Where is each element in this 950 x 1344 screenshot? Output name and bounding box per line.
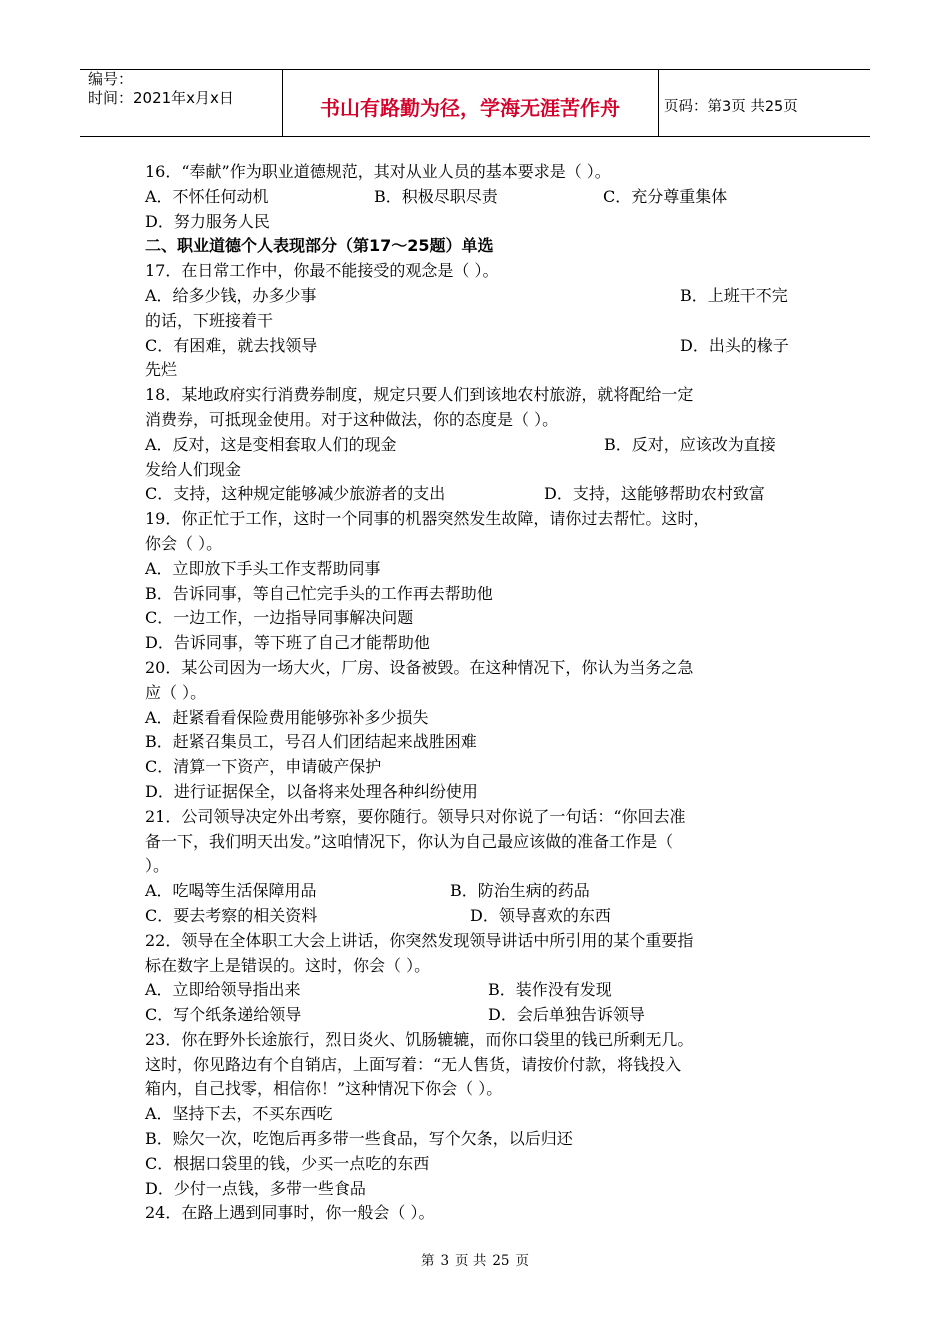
footer-page-number: 3: [440, 1253, 450, 1269]
option-d: D．少付一点钱，多带一些食品: [145, 1178, 366, 1198]
option-a: A．赶紧看看保险费用能够弥补多少损失: [145, 707, 429, 727]
question-18-options-row-2: [145, 482, 811, 507]
footer-suffix: 页: [515, 1253, 530, 1269]
option-b: B．装作没有发现: [488, 980, 612, 1000]
option-c: C．充分尊重集体: [603, 186, 728, 206]
option-a: A．立即放下手头工作支帮助同事: [145, 558, 381, 578]
option-c: C．一边工作，一边指导同事解决问题: [145, 608, 414, 628]
question-22-options-row-2: [145, 1003, 811, 1028]
option-a: A．坚持下去，不买东西吃: [145, 1104, 333, 1124]
option-d: D．进行证据保全，以备将来处理各种纠纷使用: [145, 781, 478, 801]
question-20-line-1: 20．某公司因为一场大火，厂房、设备被毁。在这种情况下，你认为当务之急: [145, 657, 694, 677]
question-21-line-3: ）。: [145, 856, 170, 876]
option-b-continued: 的话，下班接着干: [145, 310, 274, 330]
question-21-line-2: 备一下，我们明天出发。”这咱情况下，你认为自己最应该做的准备工作是（: [145, 831, 674, 851]
option-c: C．要去考察的相关资料: [145, 905, 318, 925]
question-19-line-2: 你会（ ）。: [145, 533, 223, 553]
option-b: B．反对，应该改为直接: [604, 434, 776, 454]
option-d: D．出头的椽子: [680, 335, 789, 355]
footer-prefix: 第: [420, 1253, 435, 1269]
option-d: D．支持，这能够帮助农村致富: [544, 484, 765, 504]
header-motto: 书山有路勤为径，学海无涯苦作舟: [320, 96, 620, 120]
question-18-line-1: 18．某地政府实行消费券制度，规定只要人们到该地农村旅游，就将配给一定: [145, 385, 694, 405]
option-d: D．努力服务人民: [145, 211, 270, 231]
option-c: C．支持，这种规定能够减少旅游者的支出: [145, 484, 446, 504]
option-d: D．告诉同事，等下班了自己才能帮助他: [145, 633, 430, 653]
option-a: A．不怀任何动机: [145, 186, 269, 206]
question-21-options-row: [145, 879, 811, 904]
question-17-options-row: [145, 284, 811, 309]
option-b: B．告诉同事，等自己忙完手头的工作再去帮助他: [145, 583, 493, 603]
question-22-line-2: 标在数字上是错误的。这时，你会（ ）。: [145, 955, 431, 975]
option-c: C．写个纸条递给领导: [145, 1005, 302, 1025]
question-16: 16．“奉献”作为职业道德规范，其对从业人员的基本要求是（ ）。: [145, 162, 611, 181]
question-23-line-1: 23．你在野外长途旅行，烈日炎火、饥肠辘辘，而你口袋里的钱已所剩无几。: [145, 1029, 694, 1049]
option-d-continued: 先烂: [145, 360, 178, 380]
question-21-line-1: 21．公司领导决定外出考察，要你随行。领导只对你说了一句话：“你回去准: [145, 806, 686, 826]
option-b: B．上班干不完: [680, 285, 788, 305]
option-b-continued: 发给人们现金: [145, 459, 242, 479]
option-d: D．领导喜欢的东西: [470, 905, 611, 925]
option-c: C．有困难，就去找领导: [145, 335, 318, 355]
question-content: [145, 160, 811, 1226]
footer-total-pages: 25: [492, 1253, 510, 1269]
question-17: 17．在日常工作中，你最不能接受的观念是（ ）。: [145, 261, 499, 281]
document-number-label: 编号：: [88, 70, 134, 88]
question-24: 24．在路上遇到同事时，你一般会（ ）。: [145, 1203, 435, 1223]
header-meta: [88, 70, 234, 108]
header-page-info: 页码：第3页 共25页: [664, 99, 798, 115]
option-b: B．积极尽职尽责: [374, 186, 498, 206]
question-23-line-2: 这时，你见路边有个自销店，上面写着：“无人售货，请按价付款，将钱投入: [145, 1054, 682, 1074]
option-b: B．赊欠一次，吃饱后再多带一些食品，写个欠条，以后归还: [145, 1129, 573, 1149]
footer-mid: 页 共: [455, 1253, 487, 1269]
option-a: A．给多少钱，办多少事: [145, 285, 317, 305]
question-22-options-row: [145, 978, 811, 1003]
question-17-options-row-2: [145, 334, 811, 359]
option-d: D．会后单独告诉领导: [488, 1005, 645, 1025]
header-divider-right: [658, 69, 659, 137]
option-a: A．反对，这是变相套取人们的现金: [145, 434, 397, 454]
question-23-line-3: 箱内，自己找零，相信你！”这种情况下你会（ ）。: [145, 1079, 503, 1099]
question-18-options-row: [145, 433, 811, 458]
option-c: C．根据口袋里的钱，少买一点吃的东西: [145, 1153, 430, 1173]
header-bottom-rule: [80, 136, 870, 137]
question-18-line-2: 消费券，可抵现金使用。对于这种做法，你的态度是（ ）。: [145, 409, 559, 429]
question-21-options-row-2: [145, 904, 811, 929]
question-19-line-1: 19．你正忙于工作，这时一个同事的机器突然发生故障，请你过去帮忙。这时，: [145, 509, 710, 529]
option-a: A．吃喝等生活保障用品: [145, 881, 317, 901]
question-16-options-row: [145, 185, 811, 210]
page-footer: [0, 1249, 950, 1269]
option-b: B．赶紧召集员工，号召人们团结起来战胜困难: [145, 732, 477, 752]
document-date: 时间：2021年x月x日: [88, 89, 234, 107]
section-heading: 二、职业道德个人表现部分（第17～25题）单选: [145, 236, 494, 256]
question-22-line-1: 22．领导在全体职工大会上讲话，你突然发现领导讲话中所引用的某个重要指: [145, 930, 694, 950]
option-a: A．立即给领导指出来: [145, 980, 301, 1000]
question-20-line-2: 应（ ）。: [145, 682, 207, 702]
option-b: B．防治生病的药品: [450, 881, 590, 901]
option-c: C．清算一下资产，申请破产保护: [145, 757, 382, 777]
